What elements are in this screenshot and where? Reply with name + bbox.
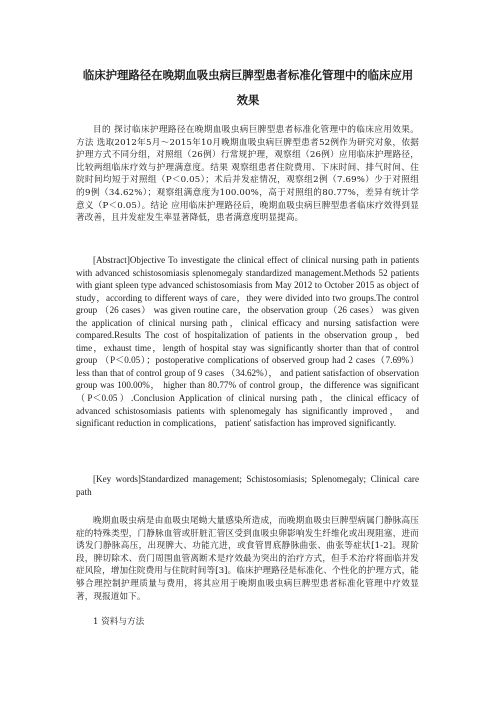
english-keywords: [Key words]Standardized management; Schistosomiasis; Splenomegaly; Clinical care path <box>76 474 419 497</box>
paper-title-line-1: 临床护理路径在晚期血吸虫病巨脾型患者标准化管理中的临床应用 <box>82 68 414 82</box>
chinese-abstract: 目的 探讨临床护理路径在晚期血吸虫病巨脾型患者标准化管理中的临床应用效果。方法 选取2012年5月～2015年10月晚期血吸虫病巨脾型患者52例作为研究对象，依据护理方式不同分组，对照组（26例）行常规护理，观察组（26例）应用临床护理路径，比较两组临床疗效与护理满意度。结果 观察组患者住院费用、下床时间、排气时间、住院时间均短于对照组（P＜0.05）；术后并发症情况，观察组2例（7.69%）少于对照组的9例（34.62%）；观察组满意度为100.00%，高于对照组的80.77%，差异有统计学意义（P＜0.05）。结论 应用临床护理路径后，晚期血吸虫病巨脾型患者临床疗效得到显著改善，且并发症发生率显著降低，患者满意度明显提高。 <box>76 125 419 224</box>
section-heading-materials-methods: 1 资料与方法 <box>93 617 145 627</box>
introduction-paragraph: 晚期血吸虫病是由血吸虫尾蚴大量感染所造成，而晚期血吸虫巨脾型病属门静脉高压症的特殊类型，门静脉血管或肝脏汇管区受到血吸虫卵影响发生纤维化或出现阻塞，进而诱发门静脉高压，出现脾大、功能亢进，或食管胃底静脉曲张、曲张等症状[1-2]。现阶段，脾切除术、贲门周围血管离断术是疗效最为突出的治疗方式，但手术治疗将面临并发症风险，增加住院费用与住院时间等[3]。临床护理路径是标准化、个性化的护理方式，能够合理控制护理质量与费用，将其应用于晚期血吸虫病巨脾型患者标准化管理中疗效显著，现报道如下。 <box>76 516 419 602</box>
english-abstract: [Abstract]Objective To investigate the clinical effect of clinical nursing path in patients with advanced schistosomiasis splenomegaly standardized management.Methods 52 patients with giant spleen type advanced schistosomiasis from May 2012 to October 2015 as object of study，according to different ways of care，they were divided into two groups.The control group （26 cases） was given routine care，the observation group（26 cases） was given the application of clinical nursing path，clinical efficacy and nursing satisfaction were compared.Results The cost of hospitalization of patients in the observation group，bed time，exhaust time，length of hospital stay was significantly shorter than that of control group （P＜0.05）；postoperative complications of observed group had 2 cases（7.69%）less than that of control group of 9 cases （34.62%）， and patient satisfaction of observation group was 100.00%， higher than 80.77% of control group，the difference was significant （P＜0.05）.Conclusion Application of clinical nursing path，the clinical efficacy of advanced schistosomiasis patients with splenomegaly has significantly improved， and significant reduction in complications， patient' satisfaction has improved significantly. <box>76 255 419 429</box>
paper-title-line-2: 效果 <box>236 93 260 107</box>
